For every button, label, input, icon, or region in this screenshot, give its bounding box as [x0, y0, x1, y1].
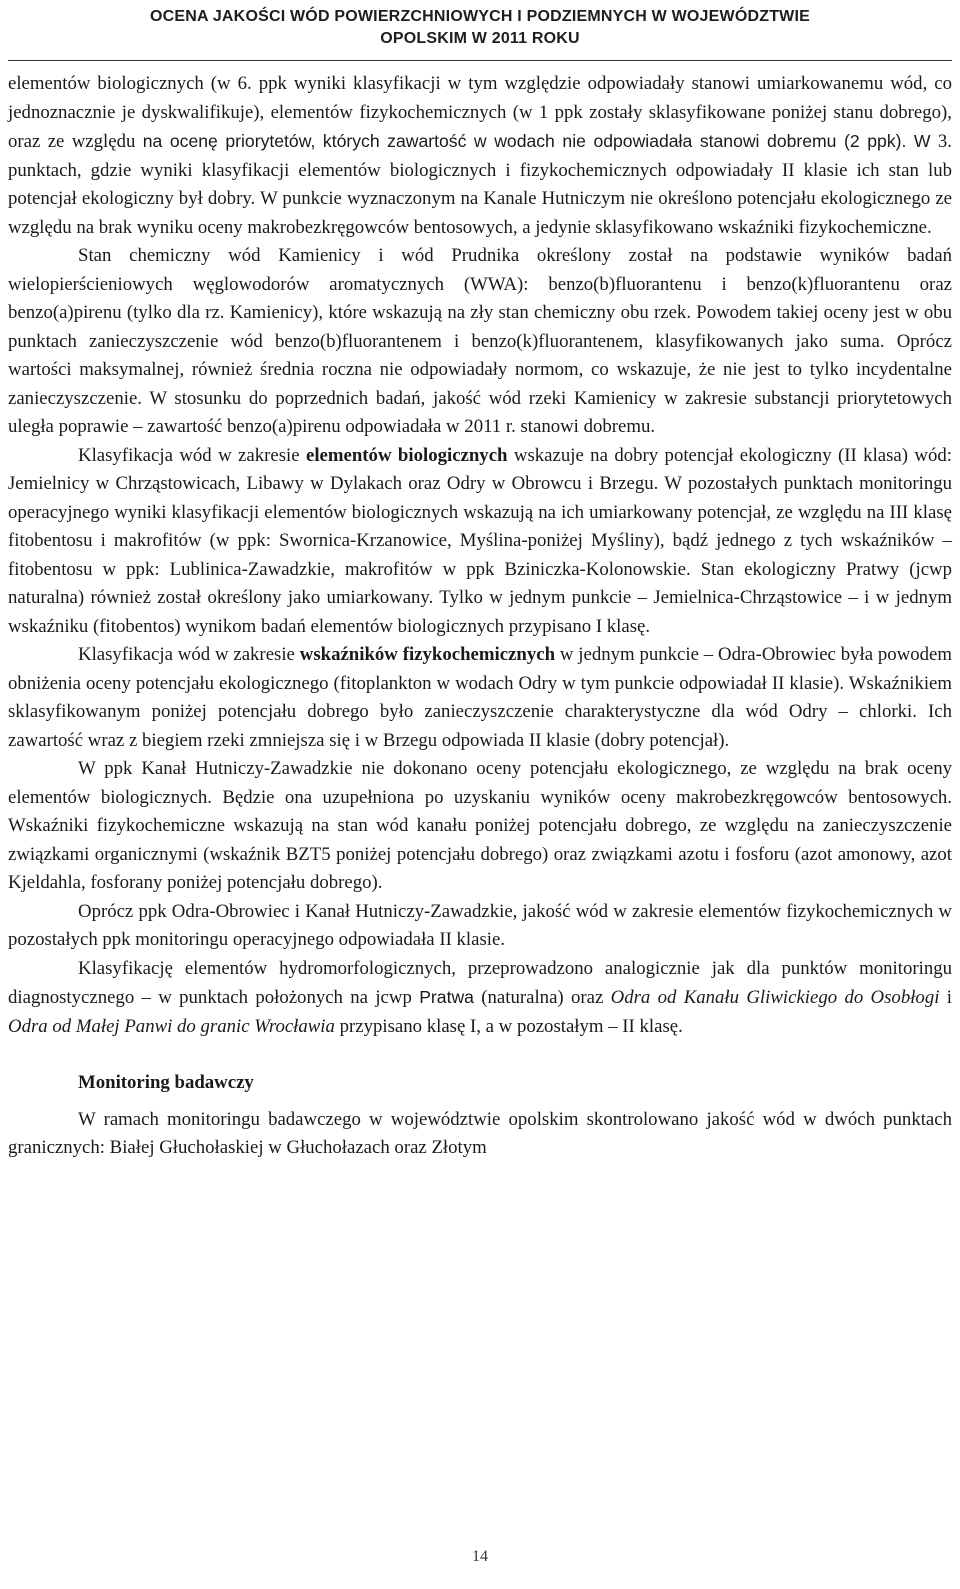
document-body [8, 70, 952, 1163]
paragraph-research-monitoring: W ramach monitoringu badawczego w województwie opolskim skontrolowano jakość wód w dwóch punktach granicznych: Białej Głuchołaskiej w Głuchołazach oraz Złotym [8, 1108, 952, 1158]
header-divider [8, 60, 952, 61]
header-line-1: OCENA JAKOŚCI WÓD POWIERZCHNIOWYCH I PODZIEMNYCH W WOJEWÓDZTWIE [150, 8, 810, 25]
paragraph-1-sans-fragment: na ocenę priorytetów, których zawartość w wodach nie odpowiadała stanowi dobremu (2 ppk). W [142, 131, 931, 151]
paragraph-biological-elements: Klasyfikacja wód w zakresie elementów biologicznych wskazuje na dobry potencjał ekologiczny (II klasa) wód: Jemielnicy w Chrząstowicach, Libawy w Dylakach oraz Odry w Obrowcu i Brzegu. W pozostałych punktach monitoringu operacyjnego wyniki klasyfikacji elementów biologicznych wskazują na ich umiarkowany potencjał, ze względu na III klasę fitobentosu i makrofitów (w ppk: Swornica-Krzanowice, Myślina-poniżej Myśliny), bądź jednego z tych wskaźników – fitobentosu w ppk: Lublinica-Zawadzkie, makrofitów w ppk Bziniczka-Kolonowskie. Stan ekologiczny Pratwy (jcwp naturalna) również został określony jako umiarkowany. Tylko w jednym punkcie – Jemielnica-Chrząstowice – i w jednym wskaźniku (fitobentos) wynikom badań elementów biologicznych przypisano I klasę. [8, 444, 952, 637]
italic-water-body-2: Odra od Małej Panwi do granic Wrocławia [8, 1015, 335, 1037]
paragraph-chemical-status: Stan chemiczny wód Kamienicy i wód Prudnika określony został na podstawie wyników badań wielopierścieniowych węglowodorów aromatycznych (WWA): benzo(b)fluorantenu i benzo(k)fluorantenu oraz benzo(a)pirenu (tylko dla rz. Kamienicy), które wskazują na zły stan chemiczny obu rzek. Powodem takiej oceny jest w obu punktach zanieczyszczenie wód benzo(b)fluorantenem i benzo(k)fluorantenem, klasyfikowanych jako suma. Oprócz wartości maksymalnej, również średnia roczna nie odpowiadały normom, co wskazuje, że nie jest to tylko incydentalne zanieczyszczenie. W stosunku do poprzednich badań, jakość wód rzeki Kamienicy w zakresie substancji priorytetowych uległa poprawie – zawartość benzo(a)pirenu odpowiadała w 2011 r. stanowi dobremu. [8, 245, 952, 437]
paragraph-physicochemical: Klasyfikacja wód w zakresie wskaźników fizykochemicznych w jednym punkcie – Odra-Obrowiec była powodem obniżenia oceny potencjału ekologicznego (fitoplankton w wodach Odry w tym punkcie odpowiadał II klasie). Wskaźnikiem sklasyfikowanym poniżej potencjału dobrego było zanieczyszczenie charakterystyczne dla wód Odry – chlorki. Ich zawartość wraz z biegiem rzeki zmniejsza się i w Brzegu odpowiada II klasie (dobry potencjał). [8, 644, 952, 751]
page-number: 14 [472, 1548, 488, 1565]
header-line-2: OPOLSKIM W 2011 ROKU [380, 30, 580, 47]
running-header [0, 6, 960, 50]
bold-term-biological: elementów biologicznych [305, 444, 508, 466]
bold-term-physicochemical: wskaźników fizykochemicznych [299, 644, 556, 665]
paragraph-canal: W ppk Kanał Hutniczy-Zawadzkie nie dokonano oceny potencjału ekologicznego, ze względu na brak oceny elementów biologicznych. Będzie ona uzupełniona po uzyskaniu wyników oceny makrobezkręgowców bentosowych. Wskaźniki fizykochemiczne wskazują na stan wód kanału poniżej potencjału dobrego, ze względu na zanieczyszczenie związkami organicznymi (wskaźnik BZT5 poniżej potencjału dobrego) oraz związkami azotu i fosforu (azot amonowy, azot Kjeldahla, fosforany poniżej potencjału dobrego). [8, 758, 952, 893]
italic-water-body-1: Odra od Kanału Gliwickiego do Osobłogi [610, 987, 940, 1008]
paragraph-other-ppk: Oprócz ppk Odra-Obrowiec i Kanał Hutniczy-Zawadzkie, jakość wód w zakresie elementów fizykochemicznych w pozostałych ppk monitoringu operacyjnego odpowiadała II klasie. [8, 900, 952, 950]
section-heading: Monitoring badawczy [78, 1072, 254, 1093]
paragraph-1: elementów biologicznych (w 6. ppk wyniki klasyfikacji w tym względzie odpowiadały stanowi umiarkowanemu wód, co jednoznacznie je dyskwalifikuje), elementów fizykochemicznych (w 1 ppk zostały sklasyfikowane poniżej stanu dobrego), oraz ze względu na ocenę priorytetów, których zawartość w wodach nie odpowiadała stanowi dobremu (2 ppk). W 3. punktach, gdzie wyniki klasyfikacji elementów biologicznych i fizykochemicznych odpowiadały II klasie ich stan lub potencjał ekologiczny był dobry. W punkcie wyznaczonym na Kanale Hutniczym nie określono potencjału ekologicznego ze względu na brak wyniku oceny makrobezkręgowców bentosowych, a jedynie sklasyfikowano wskaźniki fizykochemiczne. [8, 73, 952, 238]
paragraph-hydromorphology: Klasyfikację elementów hydromorfologicznych, przeprowadzono analogicznie jak dla punktów monitoringu diagnostycznego – w punktach położonych na jcwp Pratwa (naturalna) oraz Odra od Kanału Gliwickiego do Osobłogi i Odra od Małej Panwi do granic Wrocławia przypisano klasę I, a w pozostałym – II klasę. [8, 957, 952, 1037]
